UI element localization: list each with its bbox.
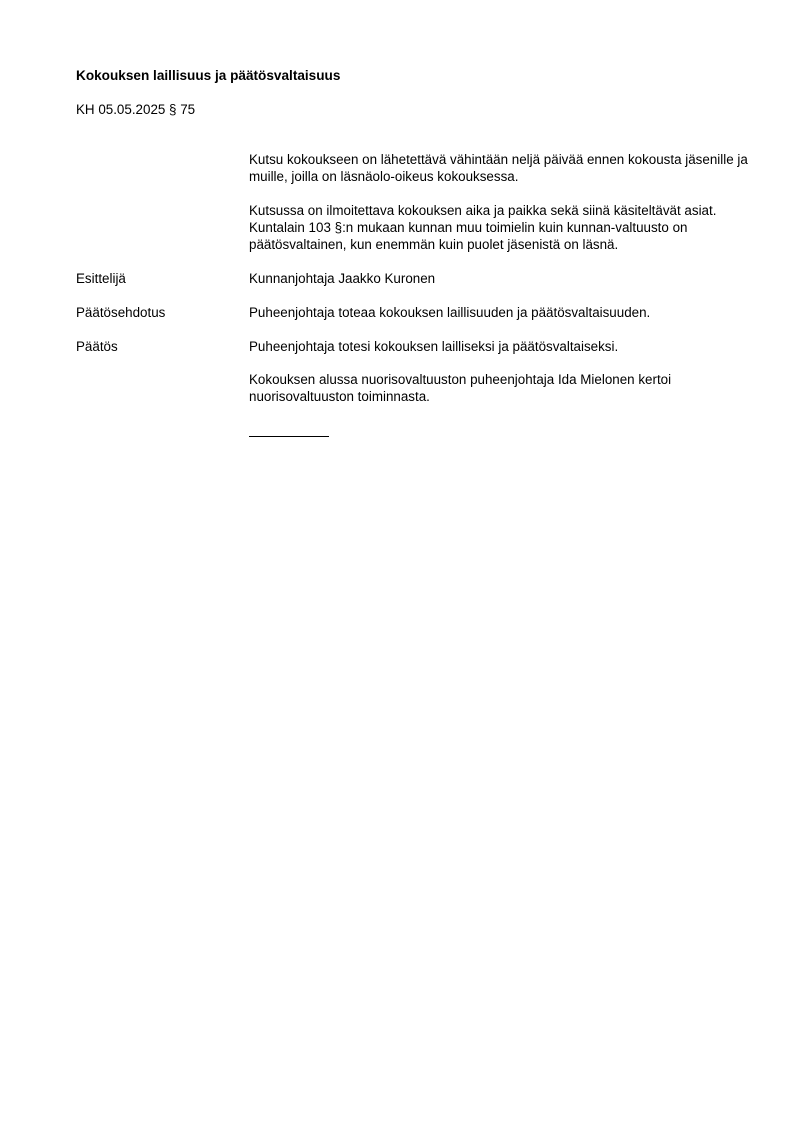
presenter-label: Esittelijä xyxy=(76,271,126,286)
decision-paragraph-1: Puheenjohtaja totesi kokouksen lailliseksi ja päätösvaltaiseksi. xyxy=(249,339,619,354)
meeting-reference: KH 05.05.2025 § 75 xyxy=(76,102,196,117)
proposal-label: Päätösehdotus xyxy=(76,305,166,320)
intro-paragraph-2: Kutsussa on ilmoitettava kokouksen aika ja paikka sekä siinä käsiteltävät asiat. Kuntalain 103 §:n mukaan kunnan muu toimielin kuin kunnan-valtuusto on päätösvaltainen, kun enemmän kuin puolet jäsenistä on läsnä. xyxy=(249,203,717,252)
closing-rule xyxy=(249,436,329,437)
proposal-value: Puheenjohtaja toteaa kokouksen laillisuuden ja päätösvaltaisuuden. xyxy=(249,305,651,320)
presenter-value: Kunnanjohtaja Jaakko Kuronen xyxy=(249,271,436,286)
intro-paragraph-1: Kutsu kokoukseen on lähetettävä vähintään neljä päivää ennen kokousta jäsenille ja muille, joilla on läsnäolo-oikeus kokouksessa. xyxy=(249,152,748,184)
section-title: Kokouksen laillisuus ja päätösvaltaisuus xyxy=(76,68,341,83)
decision-paragraph-2: Kokouksen alussa nuorisovaltuuston puheenjohtaja Ida Mielonen kertoi nuorisovaltuuston toiminnasta. xyxy=(249,372,672,404)
decision-label: Päätös xyxy=(76,339,118,354)
